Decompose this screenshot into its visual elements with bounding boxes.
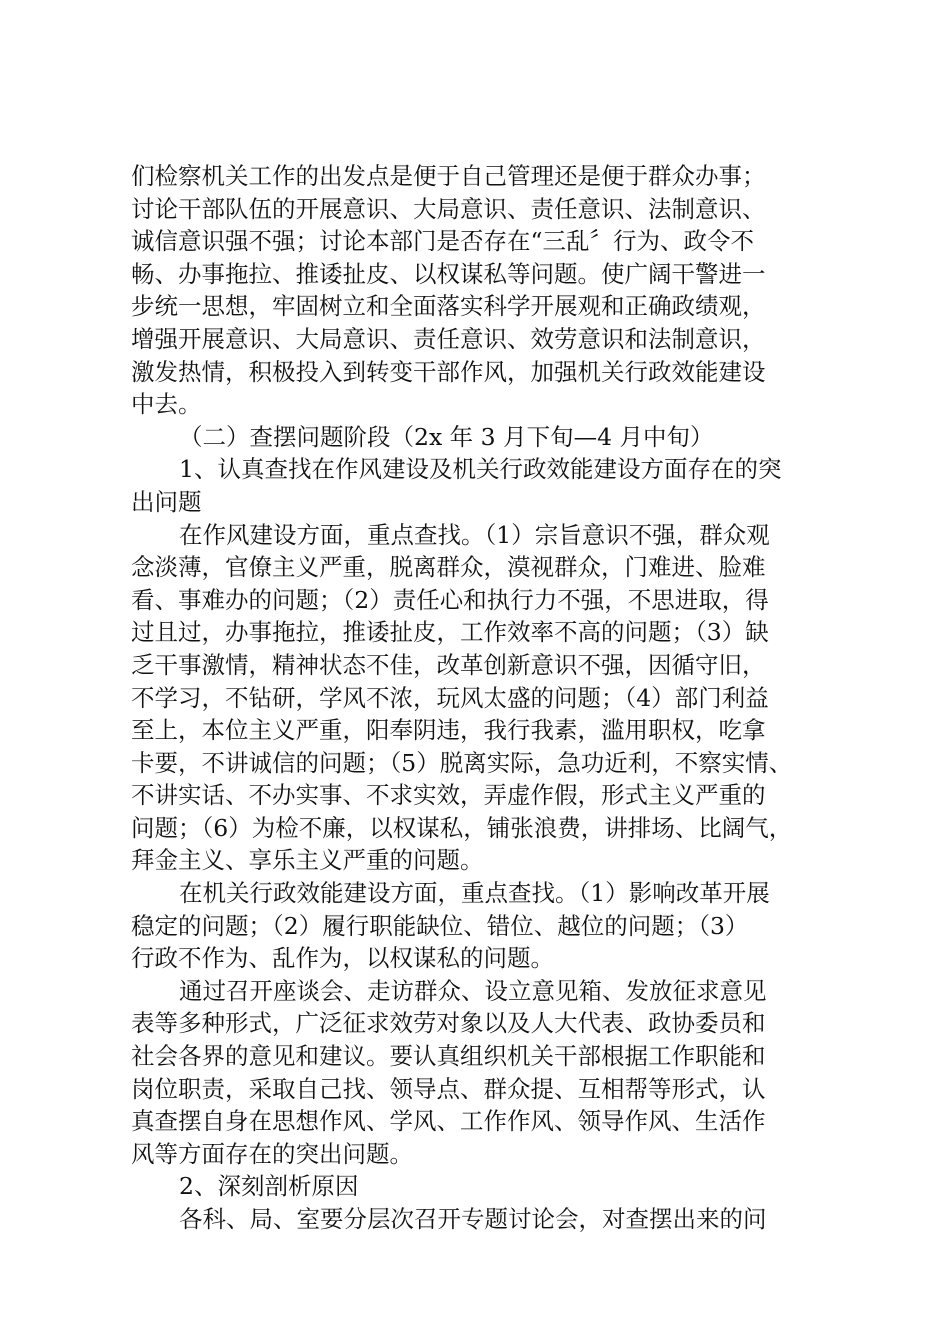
subheading-analyze-causes: 2、深刻剖析原因 <box>179 1172 359 1201</box>
paragraph-efficiency: 在机关行政效能建设方面，重点查找。（1）影响改革开展 稳定的问题；（2）履行职能缺位、错位、越位的问题；（3） 行政不作为、乱作为，以权谋私的问题。 <box>131 879 770 973</box>
paragraph-work-style: 在作风建设方面，重点查找。（1）宗旨意识不强，群众观 念淡薄，官僚主义严重，脱离群众，漠视群众，门难进、脸难 看、事难办的问题；（2）责任心和执行力不强，不思进取，得 过且过，办事拖拉，推诿扯皮，工作效率不高的问题；（3）缺 乏干事激情，精神状态不佳，改革创新意识不强，因循守旧， 不学习，不钻研，学风不浓，玩风太盛的问题；（4）部门利益 至上，本位主义严重，阳奉阴违，我行我素，滥用职权，吃拿 卡要，不讲诚信的问题；（5）脱离实际，急功近利，不察实情、 不讲实话、不办实事、不求实效，弄虚作假，形式主义严重的 问题；（6）为检不廉，以权谋私，铺张浪费，讲排场、比阔气， 拜金主义、享乐主义严重的问题。 <box>131 520 793 875</box>
document-body <box>131 160 851 1236</box>
section-heading: （二）查摆问题阶段（2x 年 3 月下旬—4 月中旬） <box>179 422 714 451</box>
paragraph-continued: 们检察机关工作的出发点是便于自己管理还是便于群众办事； 讨论干部队伍的开展意识、大局意识、责任意识、法制意识、 诚信意识强不强；讨论本部门是否存在“三乱〞行为、政令不 畅、办事拖拉、推诿扯皮、以权谋私等问题。使广阔干警进一 步统一思想，牢固树立和全面落实科学开展观和正确政绩观， 增强开展意识、大局意识、责任意识、效劳意识和法制意识， 激发热情，积极投入到转变干部作风，加强机关行政效能建设 中去。 <box>131 162 766 419</box>
paragraph-discussion: 各科、局、室要分层次召开专题讨论会，对查摆出来的问 <box>179 1205 767 1233</box>
paragraph-methods: 通过召开座谈会、走访群众、设立意见箱、发放征求意见 表等多种形式，广泛征求效劳对象以及人大代表、政协委员和 社会各界的意见和建议。要认真组织机关干部根据工作职能和 岗位职责，采取自己找、领导点、群众提、互相帮等形式，认 真查摆自身在思想作风、学风、工作作风、领导作风、生活作 风等方面存在的突出问题。 <box>131 976 767 1168</box>
subheading-find-problems: 1、认真查找在作风建设及机关行政效能建设方面存在的突 出问题 <box>131 455 782 516</box>
